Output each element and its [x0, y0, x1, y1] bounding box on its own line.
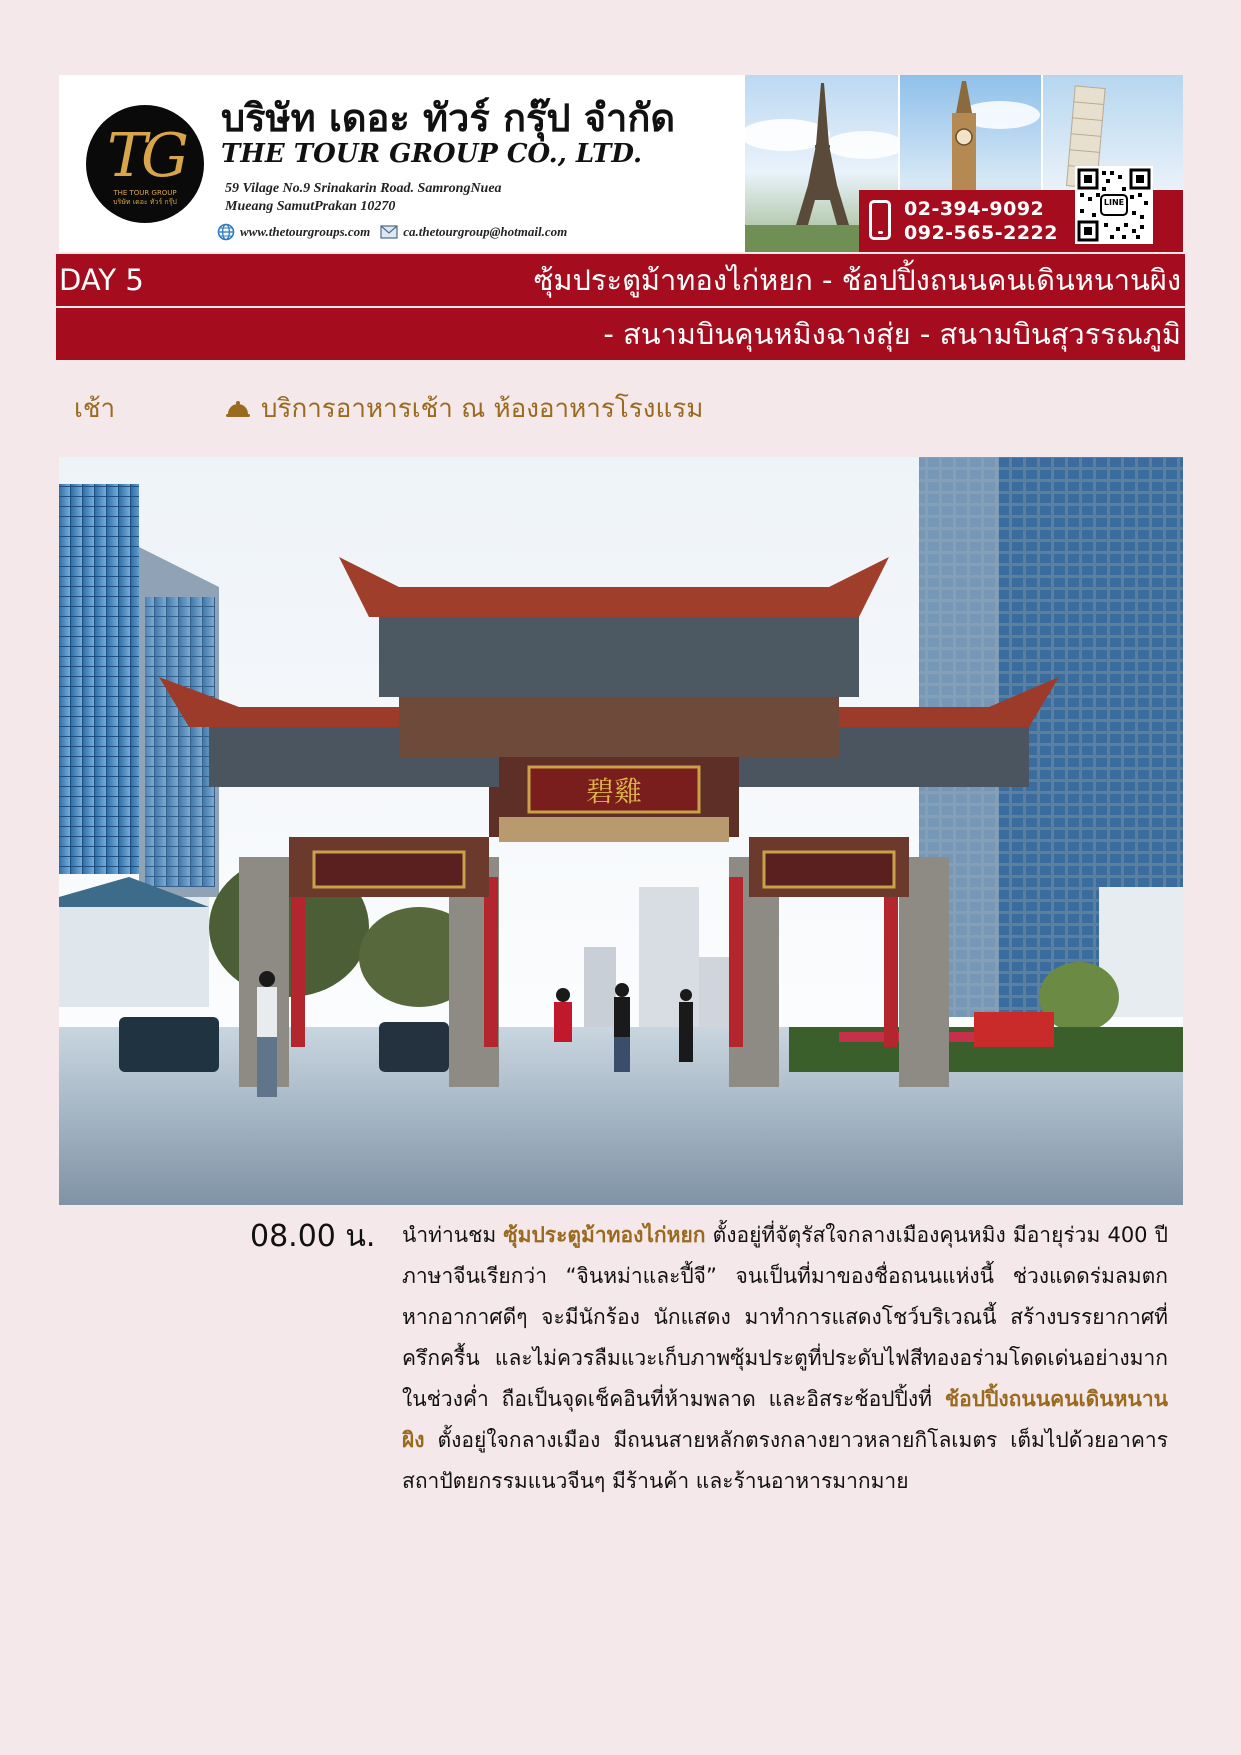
globe-icon — [217, 223, 235, 241]
email-link[interactable]: ca.thetourgroup@hotmail.com — [403, 224, 568, 239]
itinerary-time: 08.00 น. — [250, 1219, 376, 1254]
gate-sign-text: 碧雞 — [585, 775, 643, 808]
dining-icon — [225, 398, 251, 420]
company-name-english: THE TOUR GROUP CO., LTD. — [221, 139, 643, 169]
meal-item — [225, 388, 703, 429]
line-qr-code[interactable] — [1075, 166, 1153, 244]
address-line-2: Mueang SamutPrakan 10270 — [225, 199, 396, 214]
qr-line-label: LINE — [1103, 198, 1125, 207]
email-icon — [380, 225, 398, 239]
golden-horse-jade-rooster-gate-photo — [59, 457, 1183, 1205]
phone-number-1[interactable]: 02-394-9092 — [904, 198, 1045, 220]
desc-text-1: นำท่านชม — [402, 1223, 504, 1247]
logo-monogram: TG — [107, 121, 183, 191]
desc-text-3: ตั้งอยู่ใจกลางเมือง มีถนนสายหลักตรงกลางยาวหลายกิโลเมตร เต็มไปด้วยอาคารสถาปัตยกรรมแนวจีนๆ มีร้านค้า และร้านอาหารมากมาย — [402, 1428, 1168, 1493]
company-logo — [86, 105, 204, 223]
logo-caption: THE TOUR GROUP บริษัท เดอะ ทัวร์ กรุ๊ป — [113, 189, 177, 206]
company-header — [59, 75, 1183, 252]
route-title-line-2: - สนามบินคุนหมิงฉางสุ่ย - สนามบินสุวรรณภูมิ — [603, 317, 1181, 351]
highlight-golden-horse-gate: ซุ้มประตูม้าทองไก่หยก — [503, 1223, 706, 1247]
company-name-thai: บริษัท เดอะ ทัวร์ กรุ๊ป จำกัด — [221, 96, 676, 140]
desc-text-2: ตั้งอยู่ที่จัตุรัสใจกลางเมืองคุนหมิง มีอายุร่วม 400 ปี ภาษาจีนเรียกว่า “จินหม่าและปี้จี” จนเป็นที่มาของชื่อถนนแห่งนี้ ช่วงแดดร่มลมตก หากอากาศดีๆ จะมีนักร้อง นักแสดง มาทำการแสดงโชว์บริเวณนี้ สร้างบรรยากาศที่ครึกครื้น และไม่ควรลืมแวะเก็บภาพซุ้มประตูที่ประดับไฟสีทองอร่ามโดดเด่นอย่างมากในช่วงค่ำ ถือเป็นจุดเช็คอินที่ห้ามพลาด และอิสระช้อปปิ้งที่ — [402, 1223, 1168, 1411]
phone-number-2[interactable]: 092-565-2222 — [904, 222, 1058, 244]
phone-icon — [869, 200, 891, 240]
website-link[interactable]: www.thetourgroups.com — [240, 224, 371, 239]
address-line-1: 59 Vilage No.9 Srinakarin Road. SamrongNuea — [225, 181, 502, 196]
day-banner-row-1 — [56, 254, 1185, 306]
day-label: DAY 5 — [59, 263, 144, 297]
meal-label: เช้า — [74, 394, 116, 424]
landmark-photo-strip — [745, 75, 1183, 252]
day-banner-row-2 — [56, 308, 1185, 360]
route-title-line-1: ซุ้มประตูม้าทองไก่หยก - ช้อปปิ้งถนนคนเดินหนานผิง — [533, 263, 1181, 297]
highlight-nanping-walking-street: ช้อปปิ้งถนนคนเดินหนานผิง — [402, 1387, 1168, 1452]
contact-row — [217, 223, 567, 241]
itinerary-description — [402, 1215, 1168, 1502]
meal-item-text: บริการอาหารเช้า ณ ห้องอาหารโรงแรม — [261, 394, 704, 424]
